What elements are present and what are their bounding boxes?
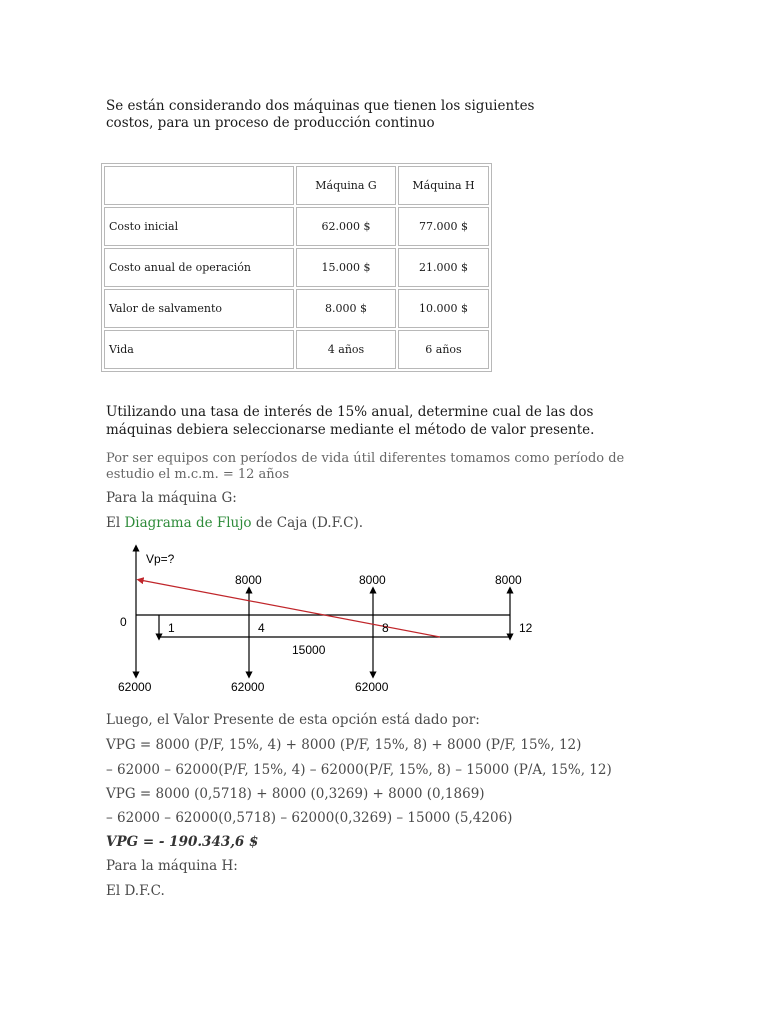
period-label-1: 1 [168, 621, 175, 635]
cash-flow-diagram [110, 540, 533, 695]
row-value-h: 10.000 $ [398, 289, 489, 328]
table-header-machine-h: Máquina H [398, 166, 489, 205]
question-text: Utilizando una tasa de interés de 15% anual, determine cual de las dos máquinas debiera seleccionarse mediante el método de valor presente. [106, 404, 595, 438]
study-period-note: Por ser equipos con períodos de vida útil diferentes tomamos como período de estudio el m.c.m. = 12 años [106, 451, 625, 482]
equation-line-2: – 62000 – 62000(P/F, 15%, 4) – 62000(P/F, 15%, 8) – 15000 (P/A, 15%, 12) [106, 762, 612, 778]
vp-label: Vp=? [146, 552, 175, 566]
period-label-8: 8 [382, 621, 389, 635]
row-label: Costo anual de operación [104, 248, 294, 287]
table-header-empty [104, 166, 294, 205]
machine-h-heading: Para la máquina H: [106, 858, 238, 874]
period-label-12: 12 [519, 621, 533, 635]
intro-text: Se están considerando dos máquinas que tienen los siguientes costos, para un proceso de producción continuo [106, 98, 535, 131]
equation-line-4: – 62000 – 62000(0,5718) – 62000(0,3269) – 15000 (5,4206) [106, 810, 513, 826]
table-row [104, 207, 489, 246]
row-value-h: 6 años [398, 330, 489, 369]
row-value-g: 62.000 $ [296, 207, 396, 246]
dfc-caption [106, 515, 363, 531]
table-row [104, 248, 489, 287]
table-row [104, 289, 489, 328]
row-value-g: 15.000 $ [296, 248, 396, 287]
dfc-suffix: de Caja (D.F.C). [251, 515, 364, 531]
table-row [104, 330, 489, 369]
machine-g-heading: Para la máquina G: [106, 490, 237, 506]
row-label: Valor de salvamento [104, 289, 294, 328]
equation-line-1: VPG = 8000 (P/F, 15%, 4) + 8000 (P/F, 15%, 8) + 8000 (P/F, 15%, 12) [106, 737, 582, 753]
investment-label-8: 62000 [355, 680, 389, 694]
zero-label: 0 [120, 615, 127, 629]
vpg-result: VPG = - 190.343,6 $ [106, 834, 259, 850]
annual-cost-label: 15000 [292, 643, 326, 657]
dfc-h-caption: El D.F.C. [106, 883, 165, 899]
dfc-prefix: El [106, 515, 125, 531]
cost-table [101, 163, 492, 372]
salvage-label-8: 8000 [359, 573, 386, 587]
present-value-intro: Luego, el Valor Presente de esta opción está dado por: [106, 712, 480, 728]
row-value-h: 77.000 $ [398, 207, 489, 246]
table-header-row [104, 166, 489, 205]
row-value-g: 8.000 $ [296, 289, 396, 328]
table-header-machine-g: Máquina G [296, 166, 396, 205]
row-value-h: 21.000 $ [398, 248, 489, 287]
period-label-4: 4 [258, 621, 265, 635]
investment-label-0: 62000 [118, 680, 152, 694]
equation-line-3: VPG = 8000 (0,5718) + 8000 (0,3269) + 8000 (0,1869) [106, 786, 485, 802]
discount-arrow [140, 580, 440, 637]
row-label: Costo inicial [104, 207, 294, 246]
investment-label-4: 62000 [231, 680, 265, 694]
salvage-label-4: 8000 [235, 573, 262, 587]
row-label: Vida [104, 330, 294, 369]
row-value-g: 4 años [296, 330, 396, 369]
salvage-label-12: 8000 [495, 573, 522, 587]
flow-diagram-link[interactable]: Diagrama de Flujo [124, 515, 252, 531]
